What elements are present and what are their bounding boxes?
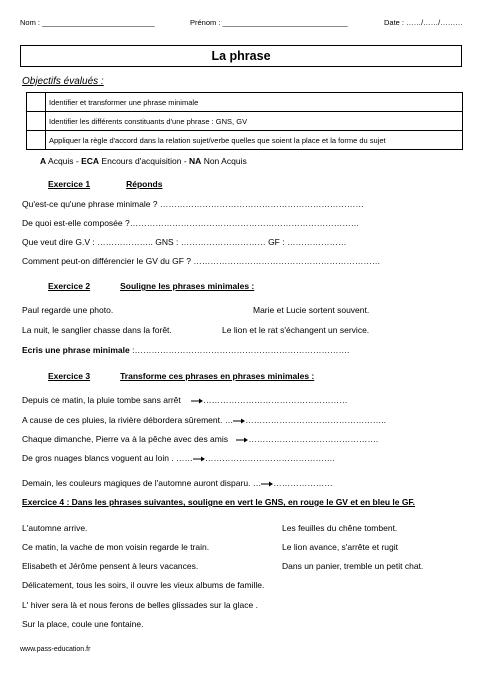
- ex2-s1a: Paul regarde une photo.: [22, 305, 114, 315]
- ex4-heading: [22, 497, 415, 507]
- ex2-s2a: La nuit, le sanglier chasse dans la forêt.: [22, 325, 172, 335]
- ex3-s3: [22, 434, 378, 444]
- ex4-s1a: L'automne arrive.: [22, 523, 88, 533]
- objectif-cell: Identifier et transformer une phrase minimale: [46, 93, 463, 112]
- arrow-icon: [261, 481, 273, 487]
- arrow-icon: [233, 418, 245, 424]
- ex3-label: Exercice 3: [48, 371, 91, 381]
- ex1-heading: [48, 179, 306, 189]
- date-field: Date : ……/……/………: [384, 18, 463, 27]
- ex3-s4-dots: ……………………………………….: [205, 453, 335, 463]
- ex3-s2: [22, 415, 386, 425]
- ex3-s1-text: Depuis ce matin, la pluie tombe sans arrêt: [22, 395, 181, 405]
- legend-a-text: Acquis -: [46, 156, 82, 166]
- mark-cell: [27, 131, 46, 150]
- ex1-q3: Que veut dire G.V : ……………….. GNS : ………………………… GF : …………………: [22, 237, 347, 247]
- ex3-s3-dots: ……………………………………….: [248, 434, 379, 444]
- table-row: [27, 93, 463, 112]
- ex3-s1-dots: ……………………………………………: [203, 395, 348, 405]
- ex3-title: Transforme ces phrases en phrases minimales :: [120, 371, 315, 381]
- ex3-s3-text: Chaque dimanche, Pierre va à la pêche avec des amis: [22, 434, 229, 444]
- ex4-s2b: Le lion avance, s'arrête et rugit: [282, 542, 398, 552]
- arrow-icon: [193, 456, 205, 462]
- ex4-title: : Dans les phrases suivantes, souligne en vert le GNS, en rouge le GV et en bleu le GF.: [64, 497, 416, 507]
- ex2-title: Souligne les phrases minimales :: [120, 281, 255, 291]
- ex4-s3a: Elisabeth et Jérôme pensent à leurs vacances.: [22, 561, 199, 571]
- arrow-icon: [191, 398, 203, 404]
- objectif-cell: Identifier les différents constituants d'une phrase : GNS, GV: [46, 112, 463, 131]
- ex3-s5-dots: …………………: [273, 478, 333, 488]
- legend-eca: ECA: [81, 156, 100, 166]
- ex1-q2: De quoi est-elle composée ?………………………………………………………………………: [22, 218, 360, 228]
- ex1-q4: Comment peut-on différencier le GV du GF ? …………………………………………………………: [22, 256, 381, 266]
- ex4-s3b: Dans un panier, tremble un petit chat.: [282, 561, 424, 571]
- objectif-cell: Appliquer la règle d'accord dans la relation sujet/verbe quelles que soient la place et la forme du sujet: [46, 131, 463, 150]
- ex2-ecris-label: Ecris une phrase minimale: [22, 345, 130, 355]
- nom-field: Nom : ___________________________: [20, 18, 155, 27]
- ex1-label: Exercice 1: [48, 179, 91, 189]
- ex3-s2-text: A cause de ces pluies, la rivière débordera sûrement. …: [22, 415, 234, 425]
- objectifs-label: Objectifs évalués :: [22, 76, 104, 87]
- legend-a: A: [40, 156, 47, 166]
- ex3-heading: [48, 371, 314, 381]
- ex2-ecris: [22, 345, 349, 355]
- ex4-label: Exercice 4: [22, 497, 65, 507]
- ex4-s5: L' hiver sera là et nous ferons de belles glissades sur la glace .: [22, 600, 258, 610]
- table-row: [27, 131, 463, 150]
- ex3-s4-text: De gros nuages blancs voguent au loin . ……: [22, 453, 194, 463]
- mark-cell: [27, 112, 46, 131]
- ex2-s1b: Marie et Lucie sortent souvent.: [253, 305, 370, 315]
- ex3-s4: [22, 453, 335, 463]
- objectifs-table: [26, 92, 463, 150]
- table-row: [27, 112, 463, 131]
- legend-eca-text: Encours d'acquisition -: [99, 156, 190, 166]
- ex3-s2-dots: …………………………………………..: [245, 415, 386, 425]
- ex1-q1: Qu'est-ce qu'une phrase minimale ? ………………………………………………………………: [22, 199, 364, 209]
- legend-na: NA: [189, 156, 202, 166]
- arrow-icon: [236, 437, 248, 443]
- ex3-s1: [22, 395, 348, 405]
- legend: [40, 156, 247, 166]
- ex2-ecris-dots: :………………………………………………………………….: [129, 345, 350, 355]
- prenom-field: Prénom : ______________________________: [190, 18, 348, 27]
- ex4-s4: Délicatement, tous les soirs, il ouvre les vieux albums de famille.: [22, 580, 265, 590]
- ex3-s5-text: Demain, les couleurs magiques de l'automne auront disparu. …: [22, 478, 262, 488]
- footer-url: www.pass-education.fr: [20, 646, 91, 653]
- ex2-s2b: Le lion et le rat s'échangent un service.: [222, 325, 370, 335]
- ex3-s5: [22, 478, 333, 488]
- ex4-s2a: Ce matin, la vache de mon voisin regarde le train.: [22, 542, 210, 552]
- mark-cell: [27, 93, 46, 112]
- ex2-heading: [48, 281, 254, 291]
- legend-na-text: Non Acquis: [201, 156, 247, 166]
- ex1-title: Réponds: [126, 179, 163, 189]
- ex4-s6: Sur la place, coule une fontaine.: [22, 619, 144, 629]
- ex4-s1b: Les feuilles du chêne tombent.: [282, 523, 398, 533]
- page-title: La phrase: [20, 45, 462, 67]
- ex2-label: Exercice 2: [48, 281, 91, 291]
